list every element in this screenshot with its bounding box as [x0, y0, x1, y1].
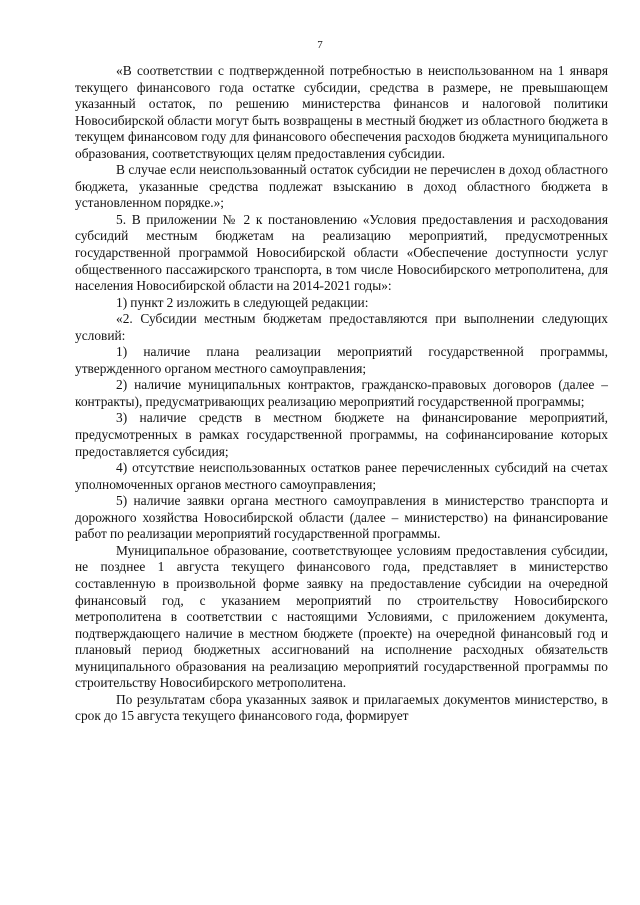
page-number: 7 — [317, 39, 323, 51]
paragraph-municipal-application: Муниципальное образование, соответствующее условиям предоставления субсидии, не позднее 1 августа текущего финансового года, представляет в министерство составленную в произвольной форме заявку на предоставление субсидии на очередной финансовый год, с указанием мероприятий по строительству Новосибирского метрополитена в соответствии с настоящими Условиями, с приложением документа, подтверждающего наличие в местном бюджете (проекте) на очередной финансовый год и плановый период бюджетных ассигнований на исполнение расходных обязательств муниципального образования на реализацию мероприятий государственной программы по строительству Новосибирского метрополитена. — [75, 542, 608, 691]
paragraph-results: По результатам сбора указанных заявок и прилагаемых документов министерство, в срок до 15 августа текущего финансового года, формирует — [75, 691, 608, 724]
paragraph-condition-3: 3) наличие средств в местном бюджете на финансирование мероприятий, предусмотренных в рамках государственной программы, на софинансирование которых предоставляется субсидия; — [75, 410, 608, 459]
paragraph-condition-1: 1) наличие плана реализации мероприятий государственной программы, утвержденного органом местного самоуправления; — [75, 344, 608, 376]
paragraph-appendix-2: 5. В приложении № 2 к постановлению «Условия предоставления и расходования субсидий местным бюджетам на реализацию мероприятий, предусмотренных государственной программой Новосибирской области «Обеспечение доступности услуг общественного пассажирского транспорта, в том числе Новосибирского метрополитена, для населения Новосибирской области на 2014-2021 годы»: — [75, 211, 608, 294]
paragraph-item-2-edit: 1) пункт 2 изложить в следующей редакции: — [116, 294, 369, 310]
paragraph-condition-2: 2) наличие муниципальных контрактов, гражданско-правовых договоров (далее – контракты), предусматривающих реализацию мероприятий государственной программы; — [75, 377, 608, 409]
paragraph-condition-5: 5) наличие заявки органа местного самоуправления в министерство транспорта и дорожного хозяйства Новосибирской области (далее – министерство) на финансирование работ по реализации мероприятий государственной программы. — [75, 493, 608, 542]
document-body — [75, 63, 608, 725]
paragraph-recovery: В случае если неиспользованный остаток субсидии не перечислен в доход областного бюджета, указанные средства подлежат взысканию в доход областного бюджета в установленном порядке.»; — [75, 162, 608, 211]
paragraph-subsidy-return: «В соответствии с подтвержденной потребностью в неиспользованном на 1 января текущего финансового года остатке субсидии, средства в размере, не превышающем указанный остаток, по решению министерства финансов и налоговой политики Новосибирской области могут быть возвращены в местный бюджет из областного бюджета в текущем финансовом году для финансового обеспечения расходов бюджета муниципального образования, соответствующих целям предоставления субсидии. — [75, 63, 608, 161]
paragraph-condition-4: 4) отсутствие неиспользованных остатков ранее перечисленных субсидий на счетах уполномоченных органов местного самоуправления; — [75, 460, 608, 492]
paragraph-conditions-intro: «2. Субсидии местным бюджетам предоставляются при выполнении следующих условий: — [75, 311, 608, 343]
